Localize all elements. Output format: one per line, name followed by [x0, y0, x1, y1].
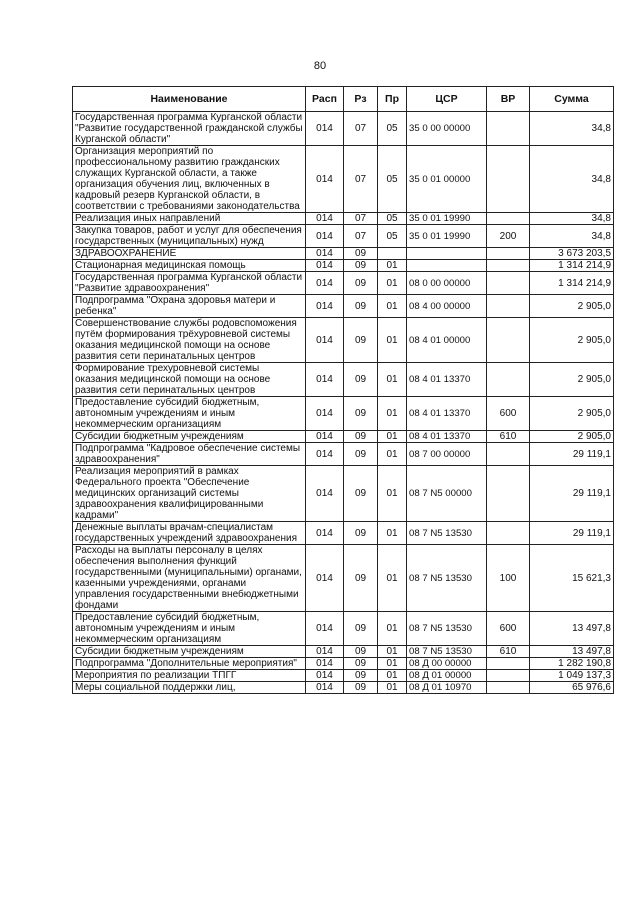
row-pr: 01: [378, 522, 407, 545]
row-rasp: 014: [306, 612, 344, 646]
row-csr: 08 7 00 00000: [407, 443, 487, 466]
row-vr: [487, 146, 530, 213]
table-row: [73, 545, 614, 612]
table-header-row: [73, 87, 614, 112]
row-rasp: 014: [306, 295, 344, 318]
table-row: [73, 646, 614, 658]
row-name: Предоставление субсидий бюджетным, автономным учреждениям и иным некоммерческим организациям: [73, 612, 306, 646]
row-sum: 34,8: [530, 146, 614, 213]
table-row: [73, 363, 614, 397]
row-vr: [487, 443, 530, 466]
row-csr: 08 7 N5 13530: [407, 646, 487, 658]
row-vr: [487, 522, 530, 545]
row-vr: 200: [487, 225, 530, 248]
row-rasp: 014: [306, 213, 344, 225]
row-rz: 09: [344, 646, 378, 658]
table-row: [73, 670, 614, 682]
row-rasp: 014: [306, 658, 344, 670]
row-sum: 29 119,1: [530, 522, 614, 545]
row-pr: 01: [378, 397, 407, 431]
row-name: Меры социальной поддержки лиц,: [73, 682, 306, 694]
row-rasp: 014: [306, 682, 344, 694]
row-rasp: 014: [306, 545, 344, 612]
table-row: [73, 213, 614, 225]
table-row: [73, 295, 614, 318]
table-row: [73, 260, 614, 272]
row-sum: 34,8: [530, 225, 614, 248]
table-row: [73, 612, 614, 646]
row-vr: [487, 248, 530, 260]
row-pr: 01: [378, 443, 407, 466]
row-csr: 35 0 00 00000: [407, 112, 487, 146]
row-pr: 01: [378, 431, 407, 443]
row-csr: 08 4 01 13370: [407, 397, 487, 431]
row-name: Подпрограмма "Охрана здоровья матери и ребенка": [73, 295, 306, 318]
row-vr: [487, 466, 530, 522]
table-row: [73, 318, 614, 363]
row-pr: 01: [378, 363, 407, 397]
row-sum: 2 905,0: [530, 295, 614, 318]
row-pr: 01: [378, 272, 407, 295]
row-vr: [487, 272, 530, 295]
table-row: [73, 522, 614, 545]
row-sum: 34,8: [530, 112, 614, 146]
row-pr: 01: [378, 260, 407, 272]
row-pr: 01: [378, 295, 407, 318]
row-pr: 05: [378, 225, 407, 248]
row-rasp: 014: [306, 466, 344, 522]
row-rz: 07: [344, 146, 378, 213]
table-row: [73, 248, 614, 260]
row-rz: 09: [344, 248, 378, 260]
row-name: Подпрограмма "Дополнительные мероприятия": [73, 658, 306, 670]
row-rz: 09: [344, 363, 378, 397]
row-rz: 07: [344, 225, 378, 248]
row-rasp: 014: [306, 670, 344, 682]
row-sum: 29 119,1: [530, 443, 614, 466]
row-sum: 2 905,0: [530, 318, 614, 363]
row-rasp: 014: [306, 260, 344, 272]
row-vr: [487, 682, 530, 694]
table-row: [73, 466, 614, 522]
row-pr: 01: [378, 658, 407, 670]
row-rasp: 014: [306, 248, 344, 260]
row-sum: 29 119,1: [530, 466, 614, 522]
row-rasp: 014: [306, 225, 344, 248]
row-name: Государственная программа Курганской области "Развитие здравоохранения": [73, 272, 306, 295]
row-rz: 09: [344, 295, 378, 318]
row-name: Субсидии бюджетным учреждениям: [73, 431, 306, 443]
row-csr: 08 7 N5 00000: [407, 466, 487, 522]
row-rz: 09: [344, 466, 378, 522]
table-body: [73, 112, 614, 694]
row-vr: [487, 260, 530, 272]
row-rz: 09: [344, 431, 378, 443]
row-csr: 08 7 N5 13530: [407, 545, 487, 612]
budget-table: [72, 86, 614, 694]
header-csr: ЦСР: [407, 87, 487, 112]
row-vr: 600: [487, 612, 530, 646]
row-rz: 07: [344, 112, 378, 146]
row-rasp: 014: [306, 443, 344, 466]
row-csr: 08 Д 00 00000: [407, 658, 487, 670]
row-sum: 13 497,8: [530, 612, 614, 646]
row-pr: 01: [378, 682, 407, 694]
table-row: [73, 443, 614, 466]
row-rz: 09: [344, 545, 378, 612]
row-pr: 05: [378, 112, 407, 146]
row-name: Подпрограмма "Кадровое обеспечение системы здравоохранения": [73, 443, 306, 466]
row-rz: 09: [344, 670, 378, 682]
row-rz: 09: [344, 272, 378, 295]
row-rasp: 014: [306, 363, 344, 397]
row-name: Совершенствование службы родовспоможения путём формирования трёхуровневой системы оказания медицинской помощи на основе развития сети перинатальных центров: [73, 318, 306, 363]
row-pr: 01: [378, 670, 407, 682]
row-vr: [487, 318, 530, 363]
row-csr: 08 7 N5 13530: [407, 612, 487, 646]
row-csr: 08 4 00 00000: [407, 295, 487, 318]
header-pr: Пр: [378, 87, 407, 112]
row-vr: 610: [487, 431, 530, 443]
row-name: ЗДРАВООХРАНЕНИЕ: [73, 248, 306, 260]
row-pr: [378, 248, 407, 260]
row-vr: 600: [487, 397, 530, 431]
row-sum: 65 976,6: [530, 682, 614, 694]
row-vr: [487, 658, 530, 670]
row-rz: 09: [344, 443, 378, 466]
row-sum: 1 049 137,3: [530, 670, 614, 682]
row-sum: 1 282 190,8: [530, 658, 614, 670]
row-rasp: 014: [306, 646, 344, 658]
row-csr: 08 Д 01 10970: [407, 682, 487, 694]
table-row: [73, 112, 614, 146]
row-csr: 08 4 01 00000: [407, 318, 487, 363]
row-csr: [407, 260, 487, 272]
header-vr: ВР: [487, 87, 530, 112]
row-pr: 01: [378, 646, 407, 658]
row-sum: 1 314 214,9: [530, 260, 614, 272]
row-sum: 34,8: [530, 213, 614, 225]
header-name: Наименование: [73, 87, 306, 112]
row-sum: 3 673 203,5: [530, 248, 614, 260]
row-name: Стационарная медицинская помощь: [73, 260, 306, 272]
row-csr: 08 4 01 13370: [407, 363, 487, 397]
row-pr: 05: [378, 213, 407, 225]
page-number: 80: [313, 60, 327, 72]
row-pr: 01: [378, 612, 407, 646]
row-vr: [487, 213, 530, 225]
row-vr: 610: [487, 646, 530, 658]
header-rasp: Расп: [306, 87, 344, 112]
row-rz: 09: [344, 397, 378, 431]
row-vr: [487, 295, 530, 318]
table-row: [73, 682, 614, 694]
row-name: Реализация мероприятий в рамках Федерального проекта "Обеспечение медицинских организаций системы здравоохранения квалифицированными кадрами": [73, 466, 306, 522]
row-rasp: 014: [306, 431, 344, 443]
row-rz: 09: [344, 658, 378, 670]
row-vr: [487, 670, 530, 682]
row-rz: 09: [344, 260, 378, 272]
row-name: Расходы на выплаты персоналу в целях обеспечения выполнения функций государственными (муниципальными) органами, казенными учреждениями, органами управления государственными внебюджетными фондами: [73, 545, 306, 612]
row-rasp: 014: [306, 522, 344, 545]
row-csr: 08 7 N5 13530: [407, 522, 487, 545]
row-pr: 01: [378, 466, 407, 522]
table-row: [73, 146, 614, 213]
row-rz: 09: [344, 318, 378, 363]
row-rz: 09: [344, 612, 378, 646]
row-name: Государственная программа Курганской области "Развитие государственной гражданской службы Курганской области": [73, 112, 306, 146]
row-rz: 09: [344, 522, 378, 545]
row-name: Формирование трехуровневой системы оказания медицинской помощи на основе развития сети перинатальных центров: [73, 363, 306, 397]
row-name: Мероприятия по реализации ТПГГ: [73, 670, 306, 682]
row-name: Организация мероприятий по профессиональному развитию гражданских служащих Курганской области, а также организация обучения лиц, включенных в кадровый резерв Курганской области, в соответствии с требованиями законодательства: [73, 146, 306, 213]
table-row: [73, 658, 614, 670]
header-rz: Рз: [344, 87, 378, 112]
row-pr: 01: [378, 318, 407, 363]
row-name: Закупка товаров, работ и услуг для обеспечения государственных (муниципальных) нужд: [73, 225, 306, 248]
row-vr: [487, 112, 530, 146]
row-rasp: 014: [306, 112, 344, 146]
row-pr: 05: [378, 146, 407, 213]
row-csr: 35 0 01 19990: [407, 225, 487, 248]
row-vr: [487, 363, 530, 397]
row-name: Реализация иных направлений: [73, 213, 306, 225]
row-csr: 08 0 00 00000: [407, 272, 487, 295]
row-rasp: 014: [306, 272, 344, 295]
header-sum: Сумма: [530, 87, 614, 112]
row-rz: 07: [344, 213, 378, 225]
row-name: Предоставление субсидий бюджетным, автономным учреждениям и иным некоммерческим организациям: [73, 397, 306, 431]
row-rz: 09: [344, 682, 378, 694]
row-csr: [407, 248, 487, 260]
table-row: [73, 272, 614, 295]
row-csr: 08 Д 01 00000: [407, 670, 487, 682]
row-sum: 2 905,0: [530, 431, 614, 443]
row-csr: 35 0 01 00000: [407, 146, 487, 213]
table-row: [73, 431, 614, 443]
row-rasp: 014: [306, 146, 344, 213]
row-vr: 100: [487, 545, 530, 612]
row-name: Субсидии бюджетным учреждениям: [73, 646, 306, 658]
table-row: [73, 397, 614, 431]
row-csr: 35 0 01 19990: [407, 213, 487, 225]
row-sum: 2 905,0: [530, 397, 614, 431]
row-sum: 2 905,0: [530, 363, 614, 397]
row-csr: 08 4 01 13370: [407, 431, 487, 443]
row-sum: 15 621,3: [530, 545, 614, 612]
row-name: Денежные выплаты врачам-специалистам государственных учреждений здравоохранения: [73, 522, 306, 545]
row-sum: 13 497,8: [530, 646, 614, 658]
row-sum: 1 314 214,9: [530, 272, 614, 295]
row-rasp: 014: [306, 397, 344, 431]
table-row: [73, 225, 614, 248]
row-rasp: 014: [306, 318, 344, 363]
row-pr: 01: [378, 545, 407, 612]
